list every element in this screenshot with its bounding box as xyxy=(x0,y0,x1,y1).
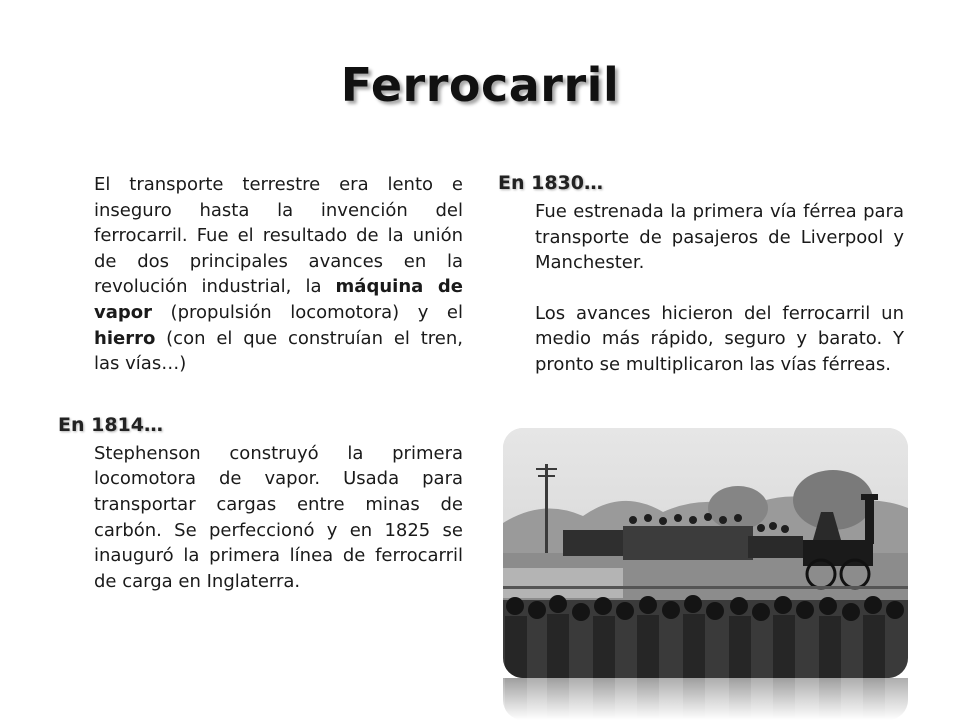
heading-1830: En 1830… xyxy=(498,172,604,194)
intro-text-3: (con el que construían el tren, las vías…) xyxy=(94,327,463,375)
intro-paragraph xyxy=(94,172,463,377)
train-crowd-image xyxy=(503,428,908,678)
intro-text-2: (propulsión locomotora) y el xyxy=(152,301,463,323)
historic-train-photo xyxy=(503,428,908,678)
body-advances: Los avances hicieron del ferrocarril un medio más rápido, seguro y barato. Y pronto se multiplicaron las vías férreas. xyxy=(535,302,904,375)
heading-1814: En 1814… xyxy=(58,413,164,436)
intro-bold-iron: hierro xyxy=(94,327,156,349)
slide-title: Ferrocarril xyxy=(340,58,620,112)
intro-text-1: El transporte terrestre era lento e inseguro hasta la invención del ferrocarril. Fue el resultado de la unión de dos principales avances en la revolución industrial, la xyxy=(94,174,463,298)
reflection-fade xyxy=(503,678,908,720)
body-1830: Fue estrenada la primera vía férrea para transporte de pasajeros de Liverpool y Manchester. xyxy=(535,201,904,274)
intro-bold-steam-engine: máquina de vapor xyxy=(94,276,463,323)
right-column xyxy=(498,172,904,378)
left-column xyxy=(58,172,463,594)
body-1814: Stephenson construyó la primera locomotora de vapor. Usada para transportar cargas entre minas de carbón. Se perfeccionó y en 1825 se inauguró la primera línea de ferrocarril de carga en Inglaterra. xyxy=(94,442,463,592)
